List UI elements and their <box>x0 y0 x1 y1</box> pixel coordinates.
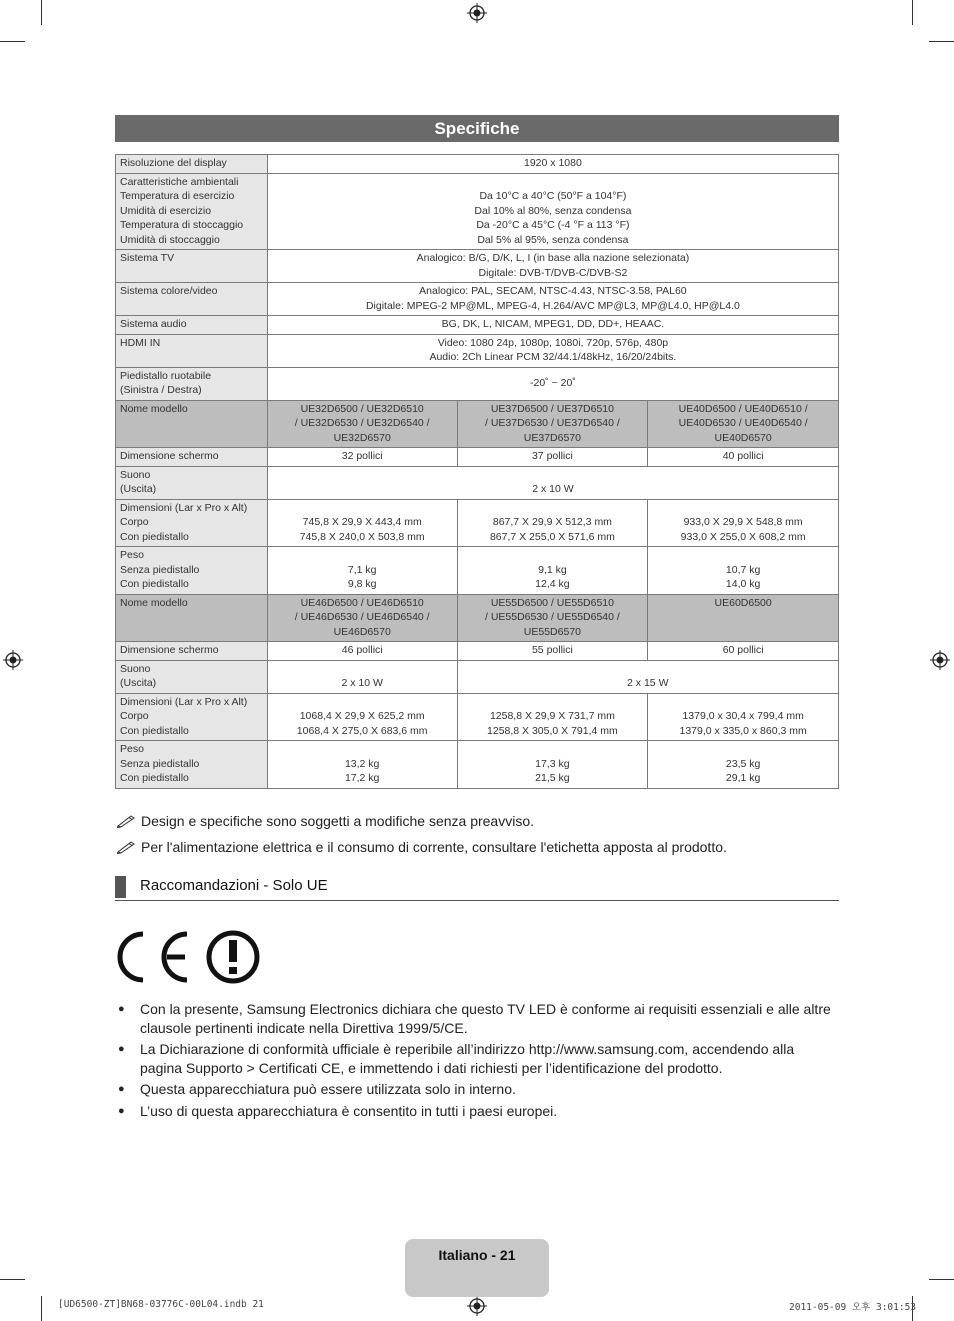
dimension-cell: 1068,4 X 29,9 X 625,2 mm 1068,4 X 275,0 X 683,6 mm <box>267 693 457 741</box>
list-item: ● L’uso di questa apparecchiatura è consentito in tutti i paesi europei. <box>118 1102 558 1119</box>
row-label: Dimensioni (Lar x Pro x Alt) Corpo Con piedistallo <box>116 499 268 547</box>
row-label: Suono (Uscita) <box>116 466 268 499</box>
table-row <box>116 741 839 789</box>
crop-mark <box>929 1279 954 1280</box>
note-text: Per l'alimentazione elettrica e il consumo di corrente, consultare l'etichetta apposta al prodotto. <box>141 839 727 855</box>
table-row <box>116 155 839 174</box>
table-row <box>116 367 839 400</box>
pencil-note-icon <box>117 840 137 854</box>
row-label: Sistema colore/video <box>116 283 268 316</box>
crop-mark <box>41 0 42 25</box>
footer-date: 2011-05-09 오후 3:01:53 <box>789 1302 917 1313</box>
table-row <box>116 173 839 250</box>
dimension-cell: 1379,0 x 30,4 x 799,4 mm 1379,0 x 335,0 x 860,3 mm <box>648 693 839 741</box>
row-label: Dimensioni (Lar x Pro x Alt) Corpo Con piedistallo <box>116 693 268 741</box>
list-item: ● La Dichiarazione di conformità ufficiale è reperibile all’indirizzo http://www.samsung.com, accendendo alla pagina Supporto > Certificati CE, e immettendo i dati richiesti per l’identificazione del prodotto. <box>118 1041 795 1076</box>
screen-cell: 32 pollici <box>267 448 457 467</box>
list-item: ● Con la presente, Samsung Electronics dichiara che questo TV LED è conforme ai requisiti essenziali e alle altre clausole pertinenti indicate nella Direttiva 1999/5/CE. <box>118 1001 831 1036</box>
table-row <box>116 448 839 467</box>
row-value: -20˚ ~ 20˚ <box>267 367 838 400</box>
weight-cell: 9,1 kg 12,4 kg <box>457 547 648 595</box>
note <box>117 839 727 855</box>
registration-mark-icon <box>930 650 950 670</box>
footer-file: [UD6500-ZT]BN68-03776C-00L04.indb 21 <box>58 1299 264 1310</box>
row-label: Dimensione schermo <box>116 448 268 467</box>
row-label: Nome modello <box>116 594 268 642</box>
table-row <box>116 283 839 316</box>
sound-cell: 2 x 10 W <box>267 660 457 693</box>
row-label: Peso Senza piedistallo Con piedistallo <box>116 741 268 789</box>
row-label: Peso Senza piedistallo Con piedistallo <box>116 547 268 595</box>
section-bar <box>115 876 126 898</box>
row-label: Piedistallo ruotabile (Sinistra / Destra) <box>116 367 268 400</box>
weight-cell: 7,1 kg 9,8 kg <box>267 547 457 595</box>
model-cell: UE32D6500 / UE32D6510 / UE32D6530 / UE32D6540 / UE32D6570 <box>267 400 457 448</box>
note-text: Design e specifiche sono soggetti a modifiche senza preavviso. <box>141 813 534 829</box>
screen-cell: 60 pollici <box>648 642 839 661</box>
model-cell: UE46D6500 / UE46D6510 / UE46D6530 / UE46D6540 / UE46D6570 <box>267 594 457 642</box>
table-row <box>116 660 839 693</box>
table-row <box>116 400 839 448</box>
list-item-text: Questa apparecchiatura può essere utilizzata solo in interno. <box>140 1081 516 1097</box>
table-row <box>116 642 839 661</box>
registration-mark-icon <box>467 1296 487 1316</box>
screen-cell: 55 pollici <box>457 642 648 661</box>
section-title: Raccomandazioni - Solo UE <box>140 877 328 894</box>
section-header <box>115 875 839 901</box>
dimension-cell: 745,8 X 29,9 X 443,4 mm 745,8 X 240,0 X 503,8 mm <box>267 499 457 547</box>
note <box>117 813 534 829</box>
table-row <box>116 547 839 595</box>
table-row <box>116 594 839 642</box>
registration-mark-icon <box>3 650 23 670</box>
dimension-cell: 1258,8 X 29,9 X 731,7 mm 1258,8 X 305,0 X 791,4 mm <box>457 693 648 741</box>
row-value: BG, DK, L, NICAM, MPEG1, DD, DD+, HEAAC. <box>267 316 838 335</box>
crop-mark <box>912 0 913 25</box>
row-value: 1920 x 1080 <box>267 155 838 174</box>
table-row <box>116 466 839 499</box>
bullet-list <box>115 1000 839 1123</box>
dimension-cell: 933,0 X 29,9 X 548,8 mm 933,0 X 255,0 X 608,2 mm <box>648 499 839 547</box>
row-value: Analogico: B/G, D/K, L, I (in base alla nazione selezionata) Digitale: DVB-T/DVB-C/DVB-S2 <box>267 250 838 283</box>
sound-cell: 2 x 10 W <box>267 466 838 499</box>
crop-mark <box>0 41 25 42</box>
model-cell: UE40D6500 / UE40D6510 / UE40D6530 / UE40D6540 / UE40D6570 <box>648 400 839 448</box>
row-label: Sistema TV <box>116 250 268 283</box>
table-row <box>116 693 839 741</box>
weight-cell: 13,2 kg 17,2 kg <box>267 741 457 789</box>
model-cell: UE37D6500 / UE37D6510 / UE37D6530 / UE37D6540 / UE37D6570 <box>457 400 648 448</box>
row-label: Risoluzione del display <box>116 155 268 174</box>
list-item: ● Questa apparecchiatura può essere utilizzata solo in interno. <box>118 1081 516 1097</box>
dimension-cell: 867,7 X 29,9 X 512,3 mm 867,7 X 255,0 X 571,6 mm <box>457 499 648 547</box>
weight-cell: 17,3 kg 21,5 kg <box>457 741 648 789</box>
row-label: HDMI IN <box>116 334 268 367</box>
weight-cell: 10,7 kg 14,0 kg <box>648 547 839 595</box>
sound-cell: 2 x 15 W <box>457 660 838 693</box>
page-number-box <box>405 1239 549 1297</box>
row-value: Analogico: PAL, SECAM, NTSC-4.43, NTSC-3.58, PAL60 Digitale: MPEG-2 MP@ML, MPEG-4, H.264/AVC MP@L3, MP@L4.0, HP@L4.0 <box>267 283 838 316</box>
model-cell: UE60D6500 <box>648 594 839 642</box>
table-row <box>116 334 839 367</box>
crop-mark <box>41 1296 42 1321</box>
weight-cell: 23,5 kg 29,1 kg <box>648 741 839 789</box>
crop-mark <box>929 41 954 42</box>
row-label: Sistema audio <box>116 316 268 335</box>
row-label: Dimensione schermo <box>116 642 268 661</box>
table-row <box>116 316 839 335</box>
ce-alert-mark-icon <box>115 928 265 986</box>
row-label: Nome modello <box>116 400 268 448</box>
screen-cell: 46 pollici <box>267 642 457 661</box>
list-item-text: L’uso di questa apparecchiatura è consentito in tutti i paesi europei. <box>140 1102 558 1119</box>
spec-table <box>115 154 839 789</box>
screen-cell: 40 pollici <box>648 448 839 467</box>
row-value: Video: 1080 24p, 1080p, 1080i, 720p, 576p, 480p Audio: 2Ch Linear PCM 32/44.1/48kHz, 16/20/24bits. <box>267 334 838 367</box>
registration-mark-icon <box>467 3 487 23</box>
row-label: Suono (Uscita) <box>116 660 268 693</box>
crop-mark <box>0 1279 25 1280</box>
model-cell: UE55D6500 / UE55D6510 / UE55D6530 / UE55D6540 / UE55D6570 <box>457 594 648 642</box>
row-value: Da 10°C a 40°C (50°F a 104°F) Dal 10% al 80%, senza condensa Da -20°C a 45°C (-4 °F a 113 °F) Dal 5% al 95%, senza condensa <box>267 173 838 250</box>
table-row <box>116 499 839 547</box>
list-item-text: Con la presente, Samsung Electronics dichiara che questo TV LED è conforme ai requisiti essenziali e alle altre clausole pertinenti indicate nella Direttiva 1999/5/CE. <box>140 1001 831 1036</box>
page-number: Italiano - 21 <box>438 1247 516 1263</box>
list-item-text: La Dichiarazione di conformità ufficiale è reperibile all’indirizzo http://www.samsung.com, accendendo alla pagina Supporto > Certificati CE, e immettendo i dati richiesti per l’identificazione del prodotto. <box>140 1041 795 1076</box>
section-banner: Specifiche <box>115 115 839 142</box>
screen-cell: 37 pollici <box>457 448 648 467</box>
pencil-note-icon <box>117 814 137 828</box>
table-row <box>116 250 839 283</box>
row-label: Caratteristiche ambientali Temperatura di esercizio Umidità di esercizio Temperatura di stoccaggio Umidità di stoccaggio <box>116 173 268 250</box>
